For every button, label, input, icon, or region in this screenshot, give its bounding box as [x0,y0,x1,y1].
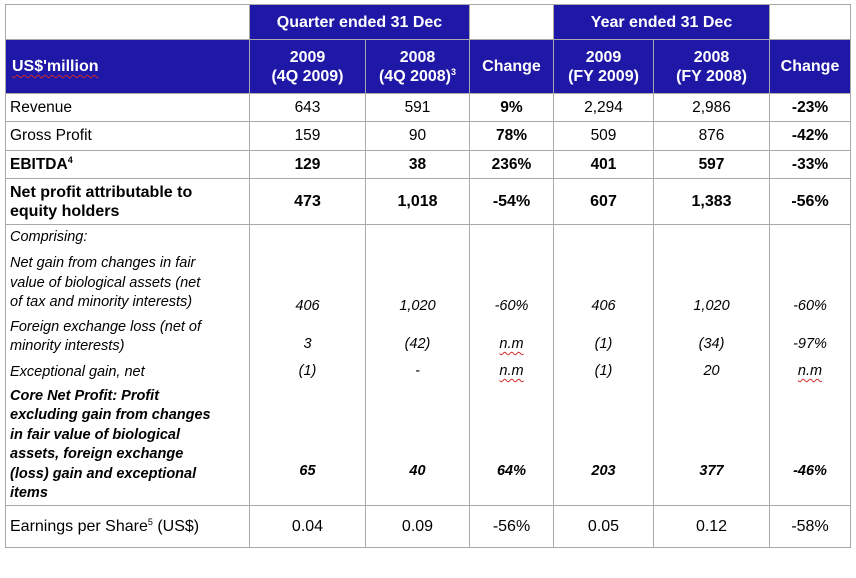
fx-loss-label [10,318,245,357]
label-line: in fair value of biological [10,426,180,443]
fxloss-y2008: (34) [698,336,725,352]
unit-header-cell [6,40,250,94]
cell-qchange: 78% [470,122,554,151]
core-y2009: 203 [591,463,616,479]
exceptional-ychange: n.m [797,363,823,379]
header-blank-cell [470,5,554,40]
qchange-label: Change [482,58,541,75]
ebitda-label: EBITDA [10,155,68,173]
y2009-year: 2009 [585,48,622,66]
core-q2008: 40 [409,463,426,479]
breakdown-y2008-cell [654,225,770,506]
netgain-ychange: -60% [793,298,827,314]
cell-y2009: 607 [554,179,654,225]
cell-q2009: 129 [250,151,366,179]
eps-label: Earnings per Share [10,517,148,535]
cell-qchange: -54% [470,179,554,225]
table-row-gross-profit [6,122,851,151]
unit-label: US$'million [12,58,99,75]
comprising-label: Comprising: [10,229,88,245]
y2008-header [654,40,770,94]
fxloss-q2009: 3 [303,336,312,352]
row-label [6,179,250,225]
y2009-period: (FY 2009) [568,67,639,85]
core-y2008: 377 [699,463,724,479]
cell-qchange: 236% [470,151,554,179]
q2009-year: 2009 [289,48,326,66]
core-q2009: 65 [299,463,316,479]
label-line: value of biological assets (net [10,274,201,291]
header-blank-cell-2 [770,5,851,40]
cell-q2009: 0.04 [250,506,366,548]
cell-y2009: 2,294 [554,94,654,122]
label-line: equity holders [10,202,120,220]
table-row-breakdown [6,225,851,506]
exceptional-q2009: (1) [298,363,317,379]
y2008-period: (FY 2008) [676,67,747,85]
row-label [6,506,250,548]
cell-y2009: 401 [554,151,654,179]
q2008-footnote-ref: 3 [451,66,457,77]
cell-q2008: 1,018 [366,179,470,225]
ychange-label: Change [780,58,840,75]
exceptional-qchange: n.m [499,363,524,379]
exceptional-y2008: 20 [703,363,720,379]
row-label: Revenue [6,94,250,122]
cell-q2009: 159 [250,122,366,151]
header-corner-cell [6,5,250,40]
ychange-header [770,40,851,94]
table-row-eps [6,506,851,548]
breakdown-qchange-cell [470,225,554,506]
label-line: Net profit attributable to [10,183,193,201]
label-line: minority interests) [10,338,125,354]
cell-ychange: -56% [770,179,851,225]
eps-footnote-ref: 5 [147,516,153,527]
breakdown-label-cell [6,225,250,506]
q2009-period: (4Q 2009) [271,67,344,85]
exceptional-y2009: (1) [594,363,613,379]
label-line: items [10,485,48,501]
label-line: Foreign exchange loss (net of [10,318,202,335]
header-group-row [6,5,851,40]
label-line: of tax and minority interests) [10,294,193,310]
net-gain-label [10,254,245,313]
cell-y2008: 1,383 [654,179,770,225]
cell-ychange: -33% [770,151,851,179]
y2008-year: 2008 [693,48,730,66]
core-ychange: -46% [793,463,827,479]
table-row-revenue [6,94,851,122]
core-net-profit-label [10,387,245,504]
quarter-group-header [250,5,470,40]
cell-q2008: 591 [366,94,470,122]
exceptional-label: Exceptional gain, net [10,363,145,380]
exceptional-q2008: - [415,363,420,379]
cell-qchange: -56% [470,506,554,548]
label-line: (loss) gain and exceptional [10,465,197,482]
netgain-q2009: 406 [295,298,320,314]
cell-q2008: 38 [366,151,470,179]
qchange-header [470,40,554,94]
netgain-qchange: -60% [494,298,529,314]
q2008-year: 2008 [399,48,436,66]
breakdown-y2009-cell [554,225,654,506]
cell-ychange: -42% [770,122,851,151]
cell-y2008: 2,986 [654,94,770,122]
cell-y2009: 0.05 [554,506,654,548]
breakdown-q2009-cell [250,225,366,506]
label-line: excluding gain from changes [10,407,211,423]
q2008-header [366,40,470,94]
ebitda-footnote-ref: 4 [67,154,73,165]
breakdown-ychange-cell [770,225,851,506]
fxloss-y2009: (1) [594,336,613,352]
cell-q2009: 473 [250,179,366,225]
year-group-header [554,5,770,40]
q2009-header [250,40,366,94]
table-row-net-profit [6,179,851,225]
cell-y2008: 0.12 [654,506,770,548]
cell-y2008: 597 [654,151,770,179]
netgain-y2008: 1,020 [693,298,730,314]
netgain-y2009: 406 [591,298,616,314]
y2009-header [554,40,654,94]
cell-qchange: 9% [470,94,554,122]
financial-summary-table [5,4,851,548]
breakdown-q2008-cell [366,225,470,506]
label-line: assets, foreign exchange [10,446,184,462]
cell-q2009: 643 [250,94,366,122]
row-label: Gross Profit [6,122,250,151]
label-line: Core Net Profit: Profit [10,387,160,404]
fxloss-ychange: -97% [793,336,827,352]
table-row-ebitda [6,151,851,179]
cell-y2008: 876 [654,122,770,151]
eps-unit: (US$) [152,517,200,535]
fxloss-qchange: n.m [499,336,524,352]
cell-ychange: -23% [770,94,851,122]
core-qchange: 64% [496,463,527,479]
cell-ychange: -58% [770,506,851,548]
cell-q2008: 0.09 [366,506,470,548]
header-columns-row [6,40,851,94]
q2008-period: (4Q 2008) [378,67,452,85]
netgain-q2008: 1,020 [399,298,436,314]
fxloss-q2008: (42) [404,336,431,352]
quarter-group-label: Quarter ended 31 Dec [276,13,443,31]
label-line: Net gain from changes in fair [10,255,196,271]
cell-q2008: 90 [366,122,470,151]
cell-y2009: 509 [554,122,654,151]
row-label [6,151,250,179]
year-group-label: Year ended 31 Dec [590,13,733,31]
